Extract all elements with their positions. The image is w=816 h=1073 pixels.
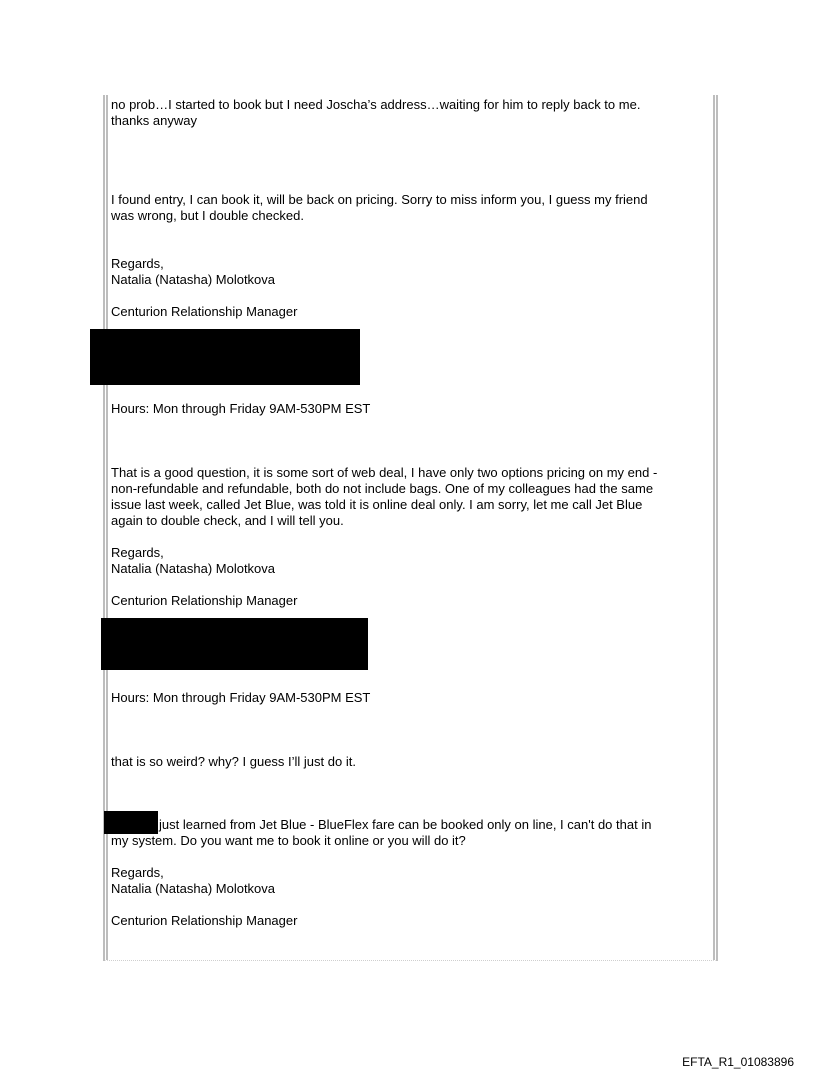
message-2-line-2: was wrong, but I double checked. [111,208,304,223]
message-3-line-1: That is a good question, it is some sort of web deal, I have only two options pricing on my end - [111,465,658,480]
signature-1-hours: Hours: Mon through Friday 9AM-530PM EST [111,401,371,416]
redaction-block [104,811,158,834]
message-4-line-1: that is so weird? why? I guess I’ll just do it. [111,754,356,769]
message-2-line-1: I found entry, I can book it, will be back on pricing. Sorry to miss inform you, I guess my friend [111,192,648,207]
message-3-line-2: non-refundable and refundable, both do not include bags. One of my colleagues had the same [111,481,654,496]
message-5-line-2: my system. Do you want me to book it online or you will do it? [111,833,466,848]
signature-3-title: Centurion Relationship Manager [111,913,298,928]
signature-2-hours: Hours: Mon through Friday 9AM-530PM EST [111,690,371,705]
message-3-line-3: issue last week, called Jet Blue, was told it is online deal only. I am sorry, let me call Jet Blue [111,497,643,512]
document-id: EFTA_R1_01083896 [682,1055,794,1069]
signature-1-title: Centurion Relationship Manager [111,304,298,319]
message-5-line-1: just learned from Jet Blue - BlueFlex fare can be booked only on line, I can't do that in [159,817,652,832]
signature-1-regards: Regards, [111,256,164,271]
signature-3-regards: Regards, [111,865,164,880]
signature-3-name: Natalia (Natasha) Molotkova [111,881,276,896]
redaction-block [101,618,368,670]
signature-2-name: Natalia (Natasha) Molotkova [111,561,276,576]
message-1-line-2: thanks anyway [111,113,197,128]
redaction-block [90,329,360,385]
signature-1-name: Natalia (Natasha) Molotkova [111,272,276,287]
signature-2-regards: Regards, [111,545,164,560]
message-1-line-1: no prob…I started to book but I need Joscha’s address…waiting for him to reply back to me. [111,97,641,112]
signature-2-title: Centurion Relationship Manager [111,593,298,608]
message-3-line-4: again to double check, and I will tell you. [111,513,344,528]
